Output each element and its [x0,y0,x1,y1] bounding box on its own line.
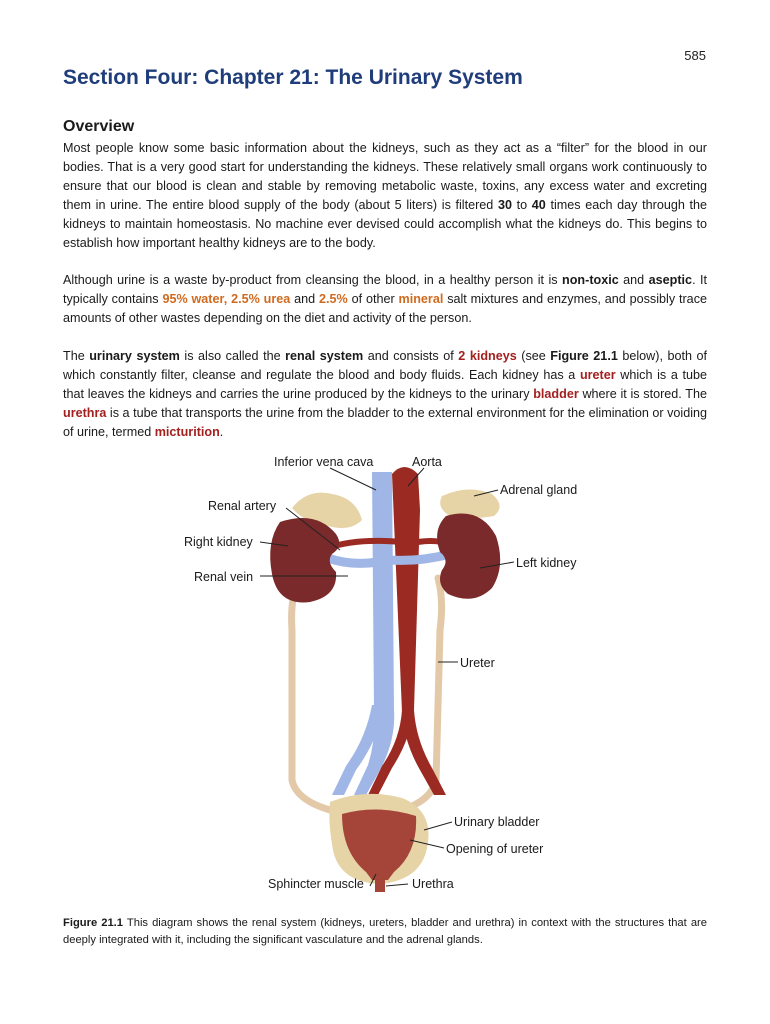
label-renal-artery: Renal artery [208,499,277,513]
label-urinary-bladder: Urinary bladder [454,815,540,829]
urethra-tube [375,878,385,892]
label-adrenal-gland: Adrenal gland [500,483,578,497]
left-adrenal-gland [440,489,499,518]
renal-system-figure [180,450,600,900]
section-heading: Overview [63,118,135,135]
caption-label: Figure 21.1 [63,917,124,929]
leader-urinary-bladder [424,822,452,830]
paragraph-urine: Although urine is a waste by-product from cleansing the blood, in a healthy person it is non-toxic and aseptic. It typically contains 95% water, 2.5% urea and 2.5% of other mineral salt mixtures and enzymes, and possibly trace amounts of other wastes depending on the diet and activity of the person. [63,273,708,325]
label-inferior-vena-cava: Inferior vena cava [274,455,374,469]
label-sphincter-muscle: Sphincter muscle [268,877,364,891]
caption-text: This diagram shows the renal system (kidneys, ureters, bladder and urethra) in context with the structures that are deeply integrated with it, including the significant vasculature and the adrenal glands. [63,917,707,946]
label-right-kidney: Right kidney [184,535,253,549]
left-kidney [437,514,500,599]
leader-inferior-vena-cava [330,468,376,490]
paragraph-intro: Most people know some basic information about the kidneys, such as they act as a “filter” for the blood in our bodies. That is a very good start for understanding the kidneys. These relatively small organs work continuously to ensure that our blood is clean and stable by removing metabolic waste, toxins, any excess water and excreting them in urine. The entire blood supply of the body (about 5 liters) is filtered 30 to 40 times each day through the kidneys to maintain homeostasis. No machine ever devised could accomplish what the kidneys do. This begins to establish how important healthy kidneys are to the body. [63,141,707,250]
right-renal-vein [328,558,378,563]
label-urethra: Urethra [412,877,454,891]
leader-urethra [386,884,408,886]
label-aorta: Aorta [412,455,442,469]
renal-system-diagram [180,450,600,900]
label-ureter: Ureter [460,656,495,670]
chapter-title: Section Four: Chapter 21: The Urinary System [63,66,523,89]
figure-caption [63,915,707,949]
label-renal-vein: Renal vein [194,570,254,584]
page-number: 585 [684,48,706,63]
label-opening-of-ureter: Opening of ureter [446,842,544,856]
label-left-kidney: Left kidney [516,556,577,570]
paragraph-urinary-system: The urinary system is also called the renal system and consists of 2 kidneys (see Figure 21.1 below), both of which constantly filter, cleanse and regulate the blood and body fluids. Each kidney has a ureter which is a tube that leaves the kidneys and carries the urine produced by the kidneys to the urinary bladder where it is stored. The urethra is a tube that transports the urine from the bladder to the external environment for the elimination or voiding of urine, termed micturition. [63,349,708,439]
right-kidney [270,518,339,602]
right-ureter [292,580,330,810]
